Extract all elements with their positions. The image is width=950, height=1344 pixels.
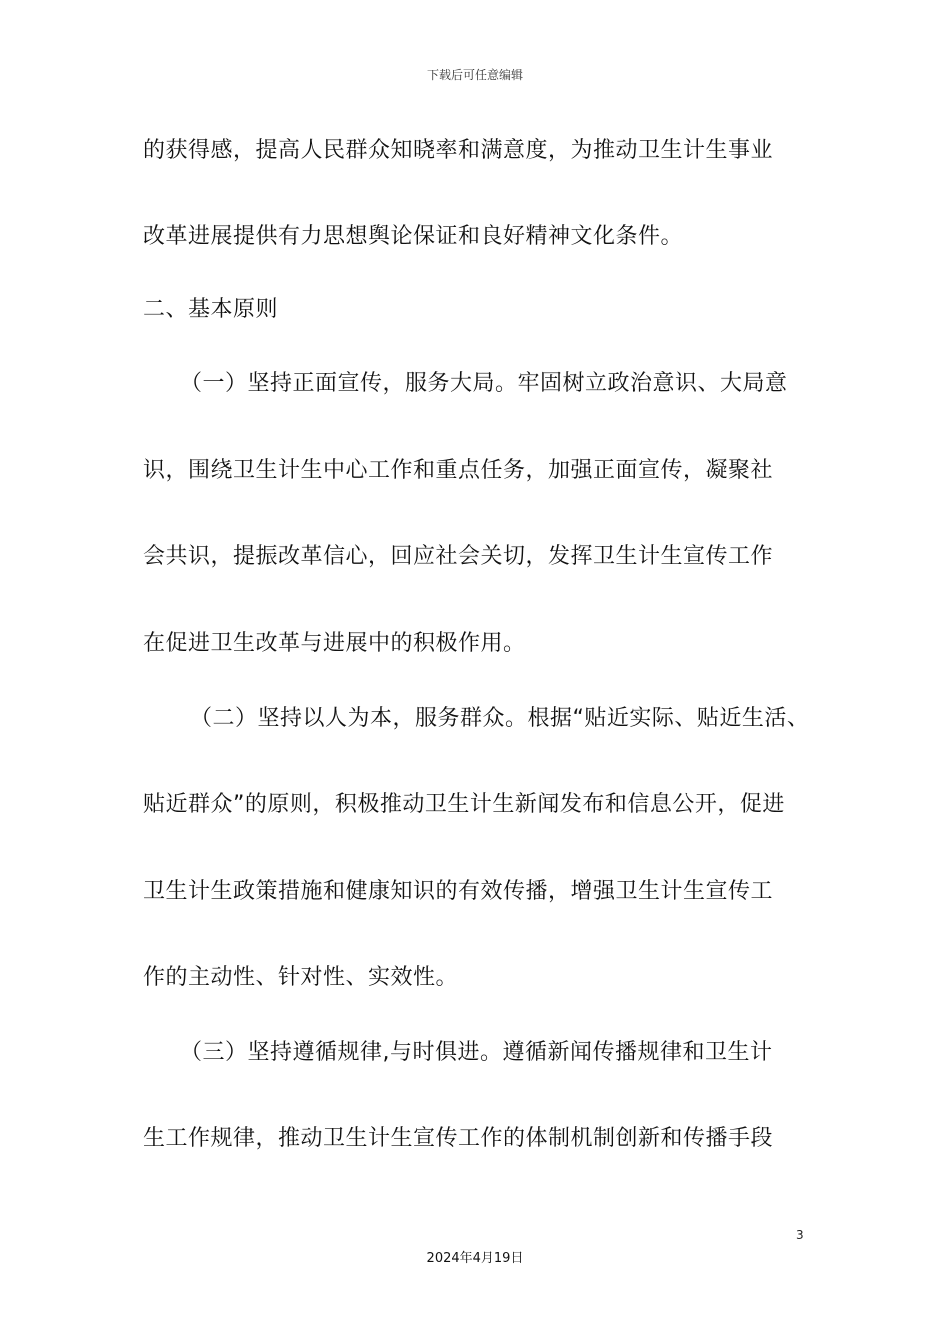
body-line-8: （二）坚持以人为本，服务群众。根据“贴近实际、贴近生活、 xyxy=(190,706,810,731)
page-header: 下载后可任意编辑 xyxy=(426,68,523,82)
body-line-1: 的获得感，提高人民群众知晓率和满意度，为推动卫生计生事业 xyxy=(143,138,774,163)
body-line-7: 在促进卫生改革与进展中的积极作用。 xyxy=(143,631,526,656)
page-number: 3 xyxy=(796,1228,804,1242)
body-line-10: 卫生计生政策措施和健康知识的有效传播，增强卫生计生宣传工 xyxy=(143,879,774,904)
body-line-13: 生工作规律，推动卫生计生宣传工作的体制机制创新和传播手段 xyxy=(143,1126,774,1151)
body-line-2: 改革进展提供有力思想舆论保证和良好精神文化条件。 xyxy=(143,224,684,249)
section-heading: 二、基本原则 xyxy=(143,297,279,322)
body-line-5: 识，围绕卫生计生中心工作和重点任务，加强正面宣传，凝聚社 xyxy=(143,458,774,483)
body-line-6: 会共识，提振改革信心，回应社会关切，发挥卫生计生宣传工作 xyxy=(143,544,774,569)
body-line-12: （三）坚持遵循规律,与时俱进。遵循新闻传播规律和卫生计 xyxy=(180,1040,773,1065)
body-line-4: （一）坚持正面宣传，服务大局。牢固树立政治意识、大局意 xyxy=(180,371,788,396)
body-line-11: 作的主动性、针对性、实效性。 xyxy=(143,965,459,990)
body-line-9: 贴近群众”的原则，积极推动卫生计生新闻发布和信息公开，促进 xyxy=(143,792,785,817)
footer-date: 2024年4月19日 xyxy=(426,1251,524,1266)
